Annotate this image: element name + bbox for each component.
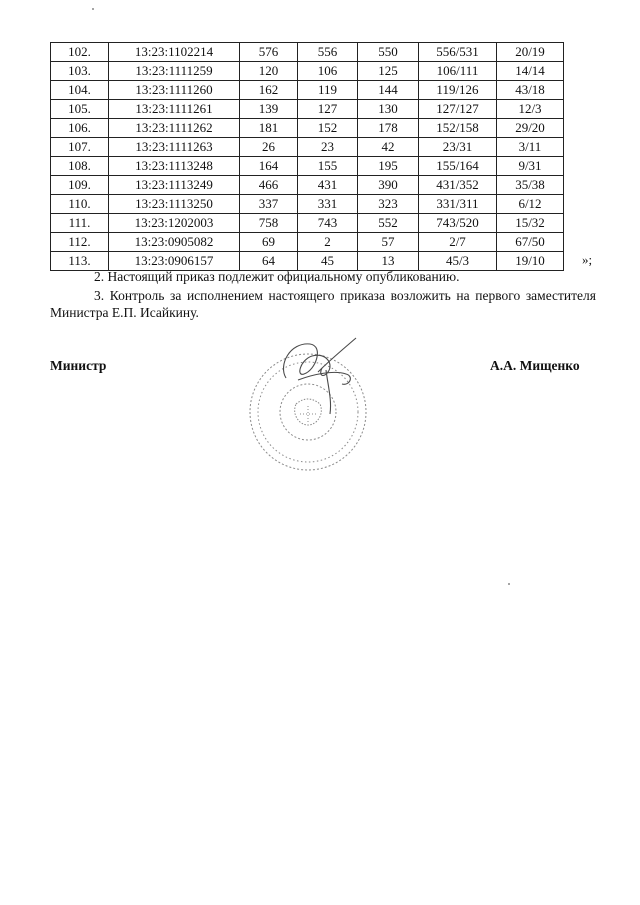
table-cell: 2 <box>298 233 358 252</box>
table-cell: 552 <box>358 214 419 233</box>
table-cell: 152/158 <box>419 119 497 138</box>
table-cell: 127 <box>298 100 358 119</box>
table-cell: 155 <box>298 157 358 176</box>
table-cell: 3/11 <box>497 138 564 157</box>
table-cell: 57 <box>358 233 419 252</box>
table-cell: 195 <box>358 157 419 176</box>
data-table <box>50 42 564 271</box>
table-cell: 106. <box>51 119 109 138</box>
table-cell: 104. <box>51 81 109 100</box>
table-cell: 127/127 <box>419 100 497 119</box>
table-cell: 144 <box>358 81 419 100</box>
table-row <box>51 176 564 195</box>
table-cell: 6/12 <box>497 195 564 214</box>
table-cell: 43/18 <box>497 81 564 100</box>
table-cell: 139 <box>240 100 298 119</box>
table-cell: 110. <box>51 195 109 214</box>
table-cell: 103. <box>51 62 109 81</box>
scan-speck <box>92 8 94 10</box>
table-cell: 23/31 <box>419 138 497 157</box>
table-cell: 390 <box>358 176 419 195</box>
table-cell: 576 <box>240 43 298 62</box>
table-cell: 13:23:1111259 <box>109 62 240 81</box>
table-cell: 45/3 <box>419 252 497 271</box>
table-cell: 112. <box>51 233 109 252</box>
table-cell: 69 <box>240 233 298 252</box>
table-cell: 556/531 <box>419 43 497 62</box>
paragraph-2: 2. Настоящий приказ подлежит официальному опубликованию. <box>94 269 460 284</box>
scan-speck <box>508 583 510 585</box>
table-cell: 13:23:1202003 <box>109 214 240 233</box>
signatory-name: А.А. Мищенко <box>490 358 580 373</box>
table-cell: 178 <box>358 119 419 138</box>
table-cell: 13:23:1111261 <box>109 100 240 119</box>
table-cell: 743/520 <box>419 214 497 233</box>
table-cell: 13:23:1102214 <box>109 43 240 62</box>
table-cell: 13:23:1111263 <box>109 138 240 157</box>
table-cell: 13 <box>358 252 419 271</box>
table-cell: 111. <box>51 214 109 233</box>
table-cell: 181 <box>240 119 298 138</box>
table-row <box>51 81 564 100</box>
table-row <box>51 62 564 81</box>
table-row <box>51 138 564 157</box>
table-cell: 23 <box>298 138 358 157</box>
table-cell: 45 <box>298 252 358 271</box>
table-cell: 42 <box>358 138 419 157</box>
table-cell: 162 <box>240 81 298 100</box>
table-cell: 13:23:1111260 <box>109 81 240 100</box>
table-cell: 331/311 <box>419 195 497 214</box>
table-cell: 323 <box>358 195 419 214</box>
table-cell: 15/32 <box>497 214 564 233</box>
paragraph-3: 3. Контроль за исполнением настоящего приказа возложить на первого заместителя Министра Е.П. Исайкину. <box>50 288 596 320</box>
official-seal-stamp <box>238 330 378 480</box>
table-row <box>51 43 564 62</box>
table-cell: 12/3 <box>497 100 564 119</box>
table-cell: 102. <box>51 43 109 62</box>
table-cell: 20/19 <box>497 43 564 62</box>
table-cell: 26 <box>240 138 298 157</box>
table-cell: 743 <box>298 214 358 233</box>
table-cell: 331 <box>298 195 358 214</box>
table-row <box>51 157 564 176</box>
table-cell: 125 <box>358 62 419 81</box>
table-cell: 106 <box>298 62 358 81</box>
table-cell: 14/14 <box>497 62 564 81</box>
table-cell: 556 <box>298 43 358 62</box>
table-closing-mark: »; <box>582 252 593 267</box>
table-cell: 35/38 <box>497 176 564 195</box>
table-cell: 758 <box>240 214 298 233</box>
table-cell: 108. <box>51 157 109 176</box>
table-cell: 13:23:0905082 <box>109 233 240 252</box>
table-cell: 106/111 <box>419 62 497 81</box>
table-row <box>51 195 564 214</box>
table-cell: 119/126 <box>419 81 497 100</box>
table-cell: 431 <box>298 176 358 195</box>
table-cell: 152 <box>298 119 358 138</box>
table-cell: 107. <box>51 138 109 157</box>
table-row <box>51 233 564 252</box>
table-cell: 119 <box>298 81 358 100</box>
table-cell: 67/50 <box>497 233 564 252</box>
table-cell: 13:23:1113249 <box>109 176 240 195</box>
table-cell: 466 <box>240 176 298 195</box>
signatory-position: Министр <box>50 358 107 373</box>
table-cell: 13:23:1111262 <box>109 119 240 138</box>
table-cell: 120 <box>240 62 298 81</box>
table-cell: 13:23:1113250 <box>109 195 240 214</box>
table-cell: 13:23:1113248 <box>109 157 240 176</box>
table-cell: 550 <box>358 43 419 62</box>
table-cell: 19/10 <box>497 252 564 271</box>
table-cell: 29/20 <box>497 119 564 138</box>
table-cell: 155/164 <box>419 157 497 176</box>
table-cell: 431/352 <box>419 176 497 195</box>
table-cell: 337 <box>240 195 298 214</box>
handwritten-signature <box>283 338 356 414</box>
table-row <box>51 214 564 233</box>
table-cell: 113. <box>51 252 109 271</box>
table-cell: 9/31 <box>497 157 564 176</box>
table-cell: 164 <box>240 157 298 176</box>
table-cell: 13:23:0906157 <box>109 252 240 271</box>
table-row <box>51 119 564 138</box>
table-cell: 105. <box>51 100 109 119</box>
table-cell: 130 <box>358 100 419 119</box>
table-cell: 64 <box>240 252 298 271</box>
table-cell: 2/7 <box>419 233 497 252</box>
table-row <box>51 100 564 119</box>
table-cell: 109. <box>51 176 109 195</box>
